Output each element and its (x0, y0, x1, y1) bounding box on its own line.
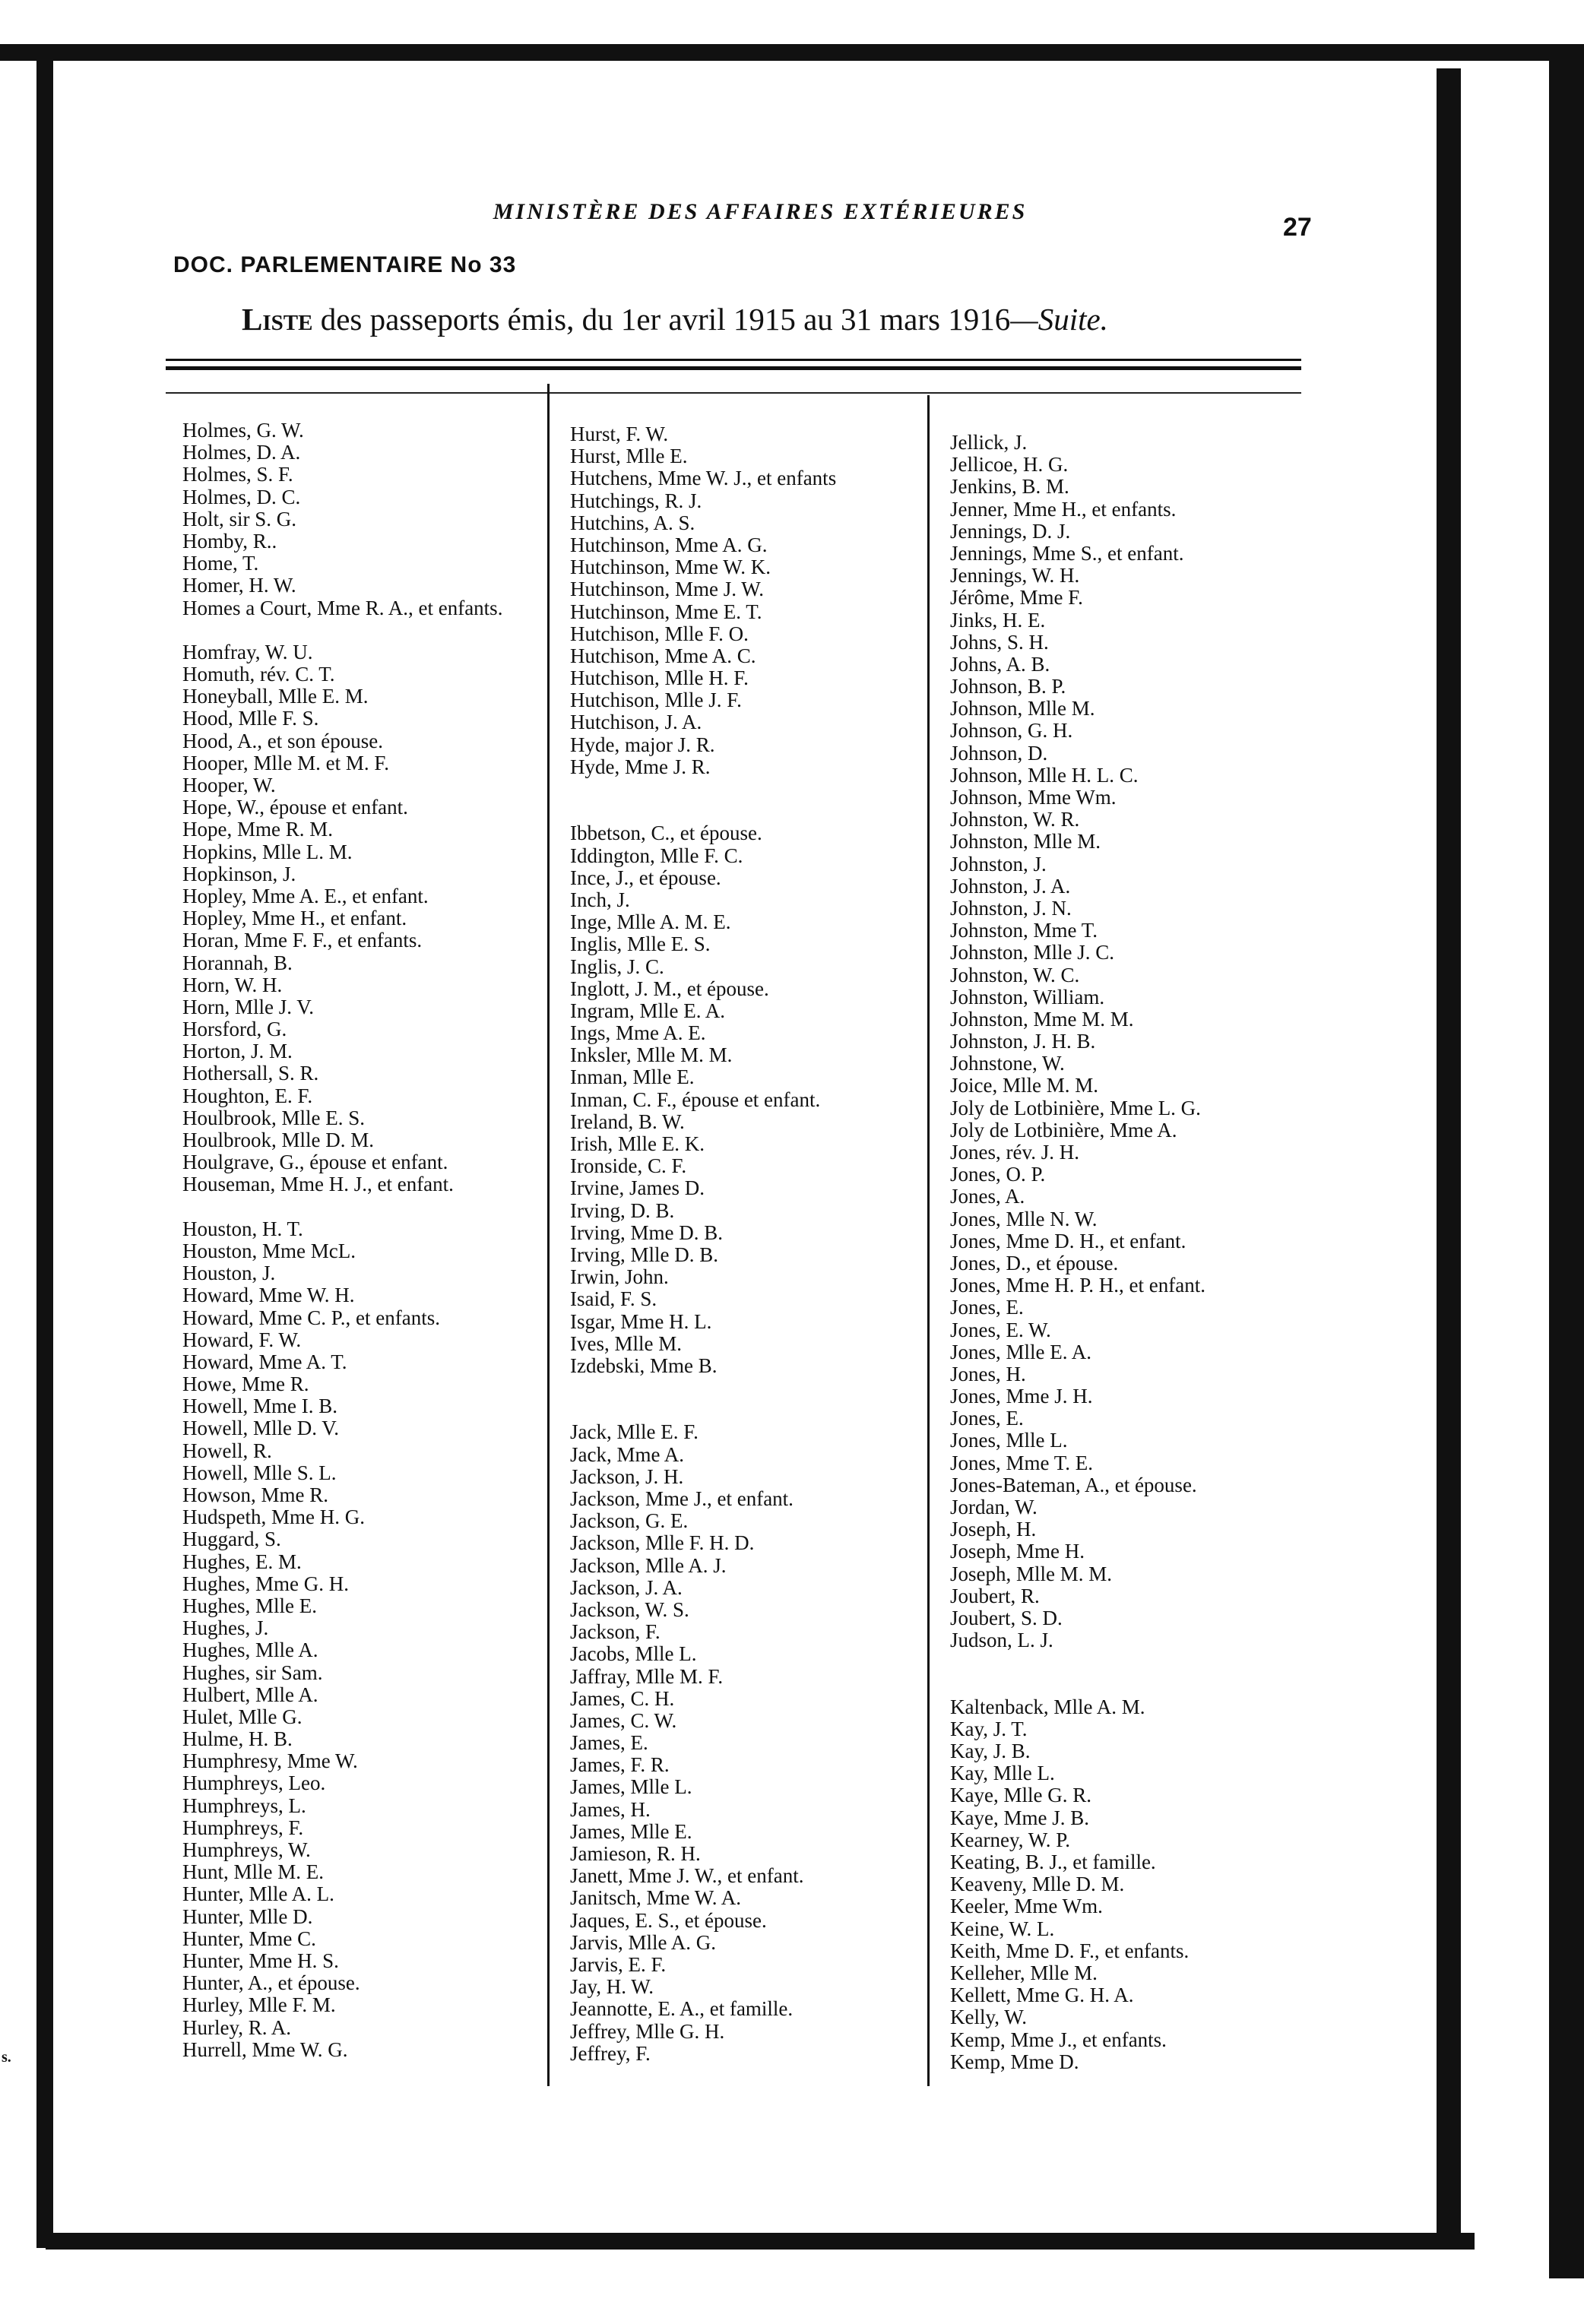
passport-entry: Joly de Lotbinière, Mme A. (950, 1118, 1177, 1141)
passport-entry: Jarvis, Mlle A. G. (570, 1930, 716, 1954)
passport-entry: Hunter, Mlle D. (182, 1904, 313, 1928)
passport-entry: Ings, Mme A. E. (570, 1021, 706, 1045)
list-title (242, 301, 1108, 337)
passport-entry: Hooper, Mlle M. et M. F. (182, 751, 389, 774)
passport-entry: Horan, Mme F. F., et enfants. (182, 929, 423, 952)
passport-entry: Jarvis, E. F. (570, 1952, 667, 1976)
passport-entry: Hunter, Mme H. S. (182, 1949, 339, 1972)
passport-entry: Joseph, Mlle M. M. (950, 1562, 1113, 1585)
passport-entry: Houghton, E. F. (182, 1084, 313, 1107)
passport-entry: Jérôme, Mme F. (950, 586, 1083, 609)
passport-entry: Hyde, major J. R. (570, 733, 715, 756)
passport-entry: Holmes, D. C. (182, 485, 301, 508)
passport-entry: Hutchison, Mme A. C. (570, 644, 756, 667)
passport-entry: Homes a Court, Mme R. A., et enfants. (182, 596, 503, 619)
scan-border-top (0, 44, 1584, 61)
passport-entry: Huggard, S. (182, 1528, 281, 1551)
passport-entry: Kay, Mlle L. (950, 1762, 1055, 1785)
passport-entry: Irvine, James D. (570, 1176, 705, 1200)
passport-entry: Hurley, R. A. (182, 2015, 291, 2039)
passport-entry: Johnston, Mme T. (950, 919, 1098, 942)
passport-entry: Inglott, J. M., et épouse. (570, 977, 769, 1000)
passport-entry: Kay, J. B. (950, 1740, 1031, 1763)
passport-entry: Jellick, J. (950, 431, 1028, 454)
passport-entry: Hopkinson, J. (182, 862, 296, 885)
passport-entry: Jellicoe, H. G. (950, 453, 1069, 477)
passport-entry: Irish, Mlle E. K. (570, 1132, 705, 1155)
passport-entry: Joseph, H. (950, 1518, 1037, 1541)
passport-entry: Howell, Mlle S. L. (182, 1461, 337, 1484)
passport-entry: Jordan, W. (950, 1496, 1038, 1518)
passport-entry: Jackson, G. E. (570, 1509, 689, 1533)
passport-entry: Hopkins, Mlle L. M. (182, 840, 353, 863)
passport-entry: Joseph, Mme H. (950, 1540, 1085, 1563)
passport-entry: Ironside, C. F. (570, 1154, 687, 1178)
passport-entry: Hutchings, R. J. (570, 489, 702, 512)
section-gap (570, 1377, 927, 1399)
passport-entry: Hunter, Mlle A. L. (182, 1882, 334, 1906)
name-column-2 (570, 423, 927, 2065)
passport-entry: Kelleher, Mlle M. (950, 1961, 1098, 1984)
passport-entry: Jeannotte, E. A., et famille. (570, 1997, 794, 2021)
passport-entry: Jay, H. W. (570, 1975, 654, 1999)
passport-entry: Houston, Mme McL. (182, 1239, 356, 1262)
passport-entry: Howard, Mme W. H. (182, 1284, 355, 1307)
passport-entry: Kaye, Mme J. B. (950, 1806, 1089, 1829)
passport-entry: Hughes, E. M. (182, 1550, 302, 1573)
stray-mark: s. (2, 2049, 11, 2066)
passport-entry: Hutchinson, Mme E. T. (570, 600, 762, 623)
passport-entry: Jack, Mme A. (570, 1442, 684, 1466)
passport-entry: Jones, O. P. (950, 1163, 1046, 1186)
passport-entry: Jones-Bateman, A., et épouse. (950, 1473, 1197, 1496)
passport-entry: Hughes, Mlle A. (182, 1639, 318, 1662)
passport-entry: Hurrell, Mme W. G. (182, 2037, 348, 2061)
passport-entry: Ingram, Mlle E. A. (570, 999, 725, 1022)
passport-entry: Howard, Mme C. P., et enfants. (182, 1306, 440, 1329)
passport-entry: Jackson, J. H. (570, 1464, 684, 1488)
passport-entry: Johnston, J. A. (950, 874, 1071, 898)
passport-entry: Hunter, A., et épouse. (182, 1971, 360, 1995)
passport-entry: Jones, A. (950, 1185, 1025, 1208)
passport-entry: Jackson, W. S. (570, 1597, 689, 1621)
list-title-body: des passeports émis, du 1er avril 1915 au 31 mars 1916 (312, 302, 1011, 337)
passport-entry: Johns, S. H. (950, 630, 1049, 654)
passport-entry: Inman, C. F., épouse et enfant. (570, 1088, 821, 1111)
passport-entry: Hood, Mlle F. S. (182, 707, 319, 730)
section-gap (950, 1674, 1300, 1696)
passport-entry: Keating, B. J., et famille. (950, 1851, 1156, 1873)
passport-entry: Hooper, W. (182, 774, 276, 797)
column-divider (927, 395, 930, 2086)
passport-entry: Johnston, J. (950, 852, 1047, 875)
passport-entry: Houston, H. T. (182, 1217, 303, 1240)
passport-entry: Hutchison, Mlle H. F. (570, 666, 749, 690)
passport-entry: Jones, E. (950, 1407, 1024, 1430)
passport-entry: Jacobs, Mlle L. (570, 1642, 697, 1666)
passport-entry: Joubert, R. (950, 1584, 1040, 1607)
passport-entry: Hope, Mme R. M. (182, 818, 333, 841)
title-rule-thick (166, 366, 1301, 370)
passport-entry: Johns, A. B. (950, 652, 1050, 676)
passport-entry: Jack, Mlle E. F. (570, 1420, 699, 1444)
passport-entry: Homby, R.. (182, 529, 277, 553)
passport-entry: Isgar, Mme H. L. (570, 1309, 712, 1333)
passport-entry: Jackson, Mme J., et enfant. (570, 1487, 794, 1510)
passport-entry: Horn, W. H. (182, 973, 283, 996)
passport-entry: Inch, J. (570, 888, 630, 911)
section-gap (570, 800, 927, 822)
passport-entry: Johnson, G. H. (950, 719, 1073, 742)
passport-entry: Hulbert, Mlle A. (182, 1683, 318, 1706)
passport-entry: Hurst, Mlle E. (570, 445, 688, 468)
passport-entry: Inge, Mlle A. M. E. (570, 910, 731, 934)
page-number: 27 (1283, 213, 1312, 242)
passport-entry: Hopley, Mme H., et enfant. (182, 907, 407, 930)
passport-entry: Iddington, Mlle F. C. (570, 844, 743, 867)
passport-entry: Hopley, Mme A. E., et enfant. (182, 884, 429, 907)
passport-entry: Kemp, Mme J., et enfants. (950, 2028, 1167, 2051)
list-title-lead: Liste (242, 302, 313, 337)
passport-entry: Howell, Mme I. B. (182, 1395, 337, 1418)
passport-entry: Judson, L. J. (950, 1629, 1053, 1652)
passport-entry: Ireland, B. W. (570, 1110, 685, 1133)
passport-entry: Jackson, J. A. (570, 1575, 683, 1599)
passport-entry: Howard, F. W. (182, 1328, 302, 1351)
passport-entry: Houston, J. (182, 1262, 276, 1285)
passport-entry: Kearney, W. P. (950, 1828, 1070, 1851)
passport-entry: Hutchison, Mlle F. O. (570, 622, 749, 645)
passport-entry: Johnson, B. P. (950, 675, 1066, 698)
passport-entry: Hudspeth, Mme H. G. (182, 1506, 365, 1529)
passport-entry: Horn, Mlle J. V. (182, 995, 315, 1018)
passport-entry: Jackson, F. (570, 1620, 661, 1644)
passport-entry: James, F. R. (570, 1753, 670, 1777)
running-head: MINISTÈRE DES AFFAIRES EXTÉRIEURES (493, 199, 1028, 224)
passport-entry: Jones, Mme H. P. H., et enfant. (950, 1274, 1205, 1297)
passport-entry: Janett, Mme J. W., et enfant. (570, 1864, 804, 1888)
passport-entry: Hutchinson, Mme W. K. (570, 556, 771, 579)
passport-entry: Johnston, W. C. (950, 963, 1080, 986)
passport-entry: Ince, J., et épouse. (570, 866, 721, 889)
passport-entry: Hunt, Mlle M. E. (182, 1860, 324, 1884)
passport-entry: Hughes, Mlle E. (182, 1594, 317, 1617)
passport-entry: Inglis, J. C. (570, 955, 664, 978)
passport-entry: Hutchens, Mme W. J., et enfants (570, 467, 837, 490)
passport-entry: Jones, Mme T. E. (950, 1451, 1093, 1474)
passport-entry: Irving, D. B. (570, 1198, 675, 1222)
passport-entry: Hunter, Mme C. (182, 1927, 316, 1950)
passport-entry: Izdebski, Mme B. (570, 1354, 718, 1377)
passport-entry: Houlgrave, G., épouse et enfant. (182, 1151, 448, 1174)
passport-entry: Johnson, Mlle M. (950, 697, 1095, 720)
name-column-3 (950, 432, 1300, 2073)
passport-entry: Holmes, G. W. (182, 419, 304, 442)
passport-entry: Horannah, B. (182, 951, 293, 974)
passport-entry: Jenner, Mme H., et enfants. (950, 497, 1177, 521)
passport-entry: Jones, Mlle E. A. (950, 1340, 1091, 1363)
passport-entry: Johnson, D. (950, 741, 1048, 765)
passport-entry: Inman, Mlle E. (570, 1065, 695, 1089)
passport-entry: Hughes, sir Sam. (182, 1661, 323, 1684)
passport-entry: Johnston, J. N. (950, 896, 1072, 920)
passport-entry: Johnstone, W. (950, 1052, 1065, 1075)
passport-entry: Jeffrey, Mlle G. H. (570, 2019, 725, 2043)
passport-entry: Keaveny, Mlle D. M. (950, 1873, 1125, 1896)
passport-entry: Holt, sir S. G. (182, 507, 297, 530)
passport-entry: Johnston, J. H. B. (950, 1030, 1096, 1053)
passport-entry: Hood, A., et son épouse. (182, 729, 383, 752)
title-rule (166, 359, 1301, 361)
passport-entry: Johnston, William. (950, 985, 1105, 1008)
passport-entry: Jennings, Mme S., et enfant. (950, 541, 1184, 565)
passport-entry: Keith, Mme D. F., et enfants. (950, 1939, 1190, 1962)
passport-entry: Jennings, W. H. (950, 564, 1080, 587)
passport-entry: Houlbrook, Mlle D. M. (182, 1129, 374, 1152)
passport-entry: Hutchison, J. A. (570, 711, 702, 734)
passport-entry: Hutchinson, Mme A. G. (570, 533, 768, 556)
passport-entry: Jamieson, R. H. (570, 1842, 701, 1865)
passport-entry: Inksler, Mlle M. M. (570, 1043, 733, 1067)
passport-entry: Jinks, H. E. (950, 608, 1046, 632)
passport-entry: Kaye, Mlle G. R. (950, 1784, 1091, 1807)
passport-entry: Kemp, Mme D. (950, 2050, 1079, 2073)
passport-entry: Howell, R. (182, 1439, 272, 1462)
passport-entry: Johnston, W. R. (950, 808, 1080, 831)
passport-entry: James, C. H. (570, 1686, 675, 1710)
passport-entry: Humphreys, W. (182, 1838, 311, 1862)
passport-entry: James, E. (570, 1731, 648, 1755)
passport-entry: Inglis, Mlle E. S. (570, 932, 711, 956)
passport-entry: Houseman, Mme H. J., et enfant. (182, 1173, 454, 1196)
passport-entry: Irving, Mme D. B. (570, 1221, 723, 1244)
scan-border-right (1437, 68, 1461, 2242)
passport-entry: Jones, Mlle L. (950, 1429, 1068, 1452)
passport-entry: Home, T. (182, 552, 259, 575)
passport-entry: Humphreys, L. (182, 1794, 306, 1817)
passport-entry: Jones, Mme J. H. (950, 1385, 1093, 1408)
passport-entry: Jones, E. (950, 1296, 1024, 1319)
passport-entry: Howson, Mme R. (182, 1483, 329, 1507)
passport-entry: Holmes, D. A. (182, 441, 301, 464)
scan-border-left (36, 44, 53, 2248)
passport-entry: Hutchins, A. S. (570, 511, 695, 534)
passport-entry: Houlbrook, Mlle E. S. (182, 1106, 365, 1129)
passport-entry: Johnston, Mme M. M. (950, 1007, 1134, 1031)
passport-entry: Janitsch, Mme W. A. (570, 1886, 742, 1910)
section-gap (570, 778, 927, 800)
title-rule-thin (166, 392, 1301, 394)
passport-entry: Joubert, S. D. (950, 1606, 1063, 1629)
passport-entry: Kelly, W. (950, 2006, 1027, 2029)
passport-entry: Jones, rév. J. H. (950, 1141, 1079, 1164)
passport-entry: Ibbetson, C., et épouse. (570, 822, 762, 845)
list-title-suite: —Suite. (1010, 302, 1108, 337)
passport-entry: Jones, Mlle N. W. (950, 1207, 1098, 1230)
passport-entry: Homer, H. W. (182, 574, 296, 597)
passport-entry: Howe, Mme R. (182, 1373, 309, 1396)
passport-entry: Irwin, John. (570, 1265, 669, 1289)
passport-entry: Kaltenback, Mlle A. M. (950, 1695, 1145, 1718)
passport-entry: James, Mlle L. (570, 1775, 692, 1799)
passport-entry: James, C. W. (570, 1708, 677, 1732)
passport-entry: Homfray, W. U. (182, 640, 313, 663)
passport-entry: Horton, J. M. (182, 1040, 293, 1063)
passport-entry: Jones, D., et épouse. (950, 1251, 1119, 1274)
passport-entry: Kay, J. T. (950, 1717, 1028, 1740)
column-divider (547, 384, 550, 2086)
passport-entry: Johnston, Mlle M. (950, 830, 1101, 853)
passport-entry: Hothersall, S. R. (182, 1062, 319, 1085)
passport-entry: Hope, W., épouse et enfant. (182, 796, 408, 819)
passport-entry: Jones, H. (950, 1362, 1026, 1385)
passport-entry: Hyde, Mme J. R. (570, 755, 711, 778)
passport-entry: Johnson, Mlle H. L. C. (950, 763, 1139, 787)
passport-entry: Jennings, D. J. (950, 519, 1071, 543)
passport-entry: Jenkins, B. M. (950, 475, 1069, 499)
passport-entry: Horsford, G. (182, 1018, 287, 1041)
passport-entry: Hughes, Mme G. H. (182, 1572, 349, 1595)
passport-entry: Homuth, rév. C. T. (182, 663, 335, 686)
passport-entry: Jones, Mme D. H., et enfant. (950, 1229, 1186, 1252)
passport-entry: Humphresy, Mme W. (182, 1749, 358, 1773)
name-column-1 (182, 420, 543, 2061)
passport-entry: Jaques, E. S., et épouse. (570, 1908, 767, 1932)
passport-entry: James, Mlle E. (570, 1819, 692, 1843)
passport-entry: Keine, W. L. (950, 1917, 1055, 1940)
passport-entry: Humphreys, F. (182, 1816, 304, 1839)
passport-entry: Ives, Mlle M. (570, 1331, 682, 1355)
passport-entry: Hulme, H. B. (182, 1727, 293, 1751)
passport-entry: Hulet, Mlle G. (182, 1705, 303, 1728)
passport-entry: Hurst, F. W. (570, 423, 669, 445)
passport-entry: Hurley, Mlle F. M. (182, 1993, 336, 2017)
scan-edge-right (1549, 44, 1584, 2278)
passport-entry: Hutchinson, Mme J. W. (570, 578, 765, 601)
passport-entry: Jeffrey, F. (570, 2041, 651, 2065)
passport-entry: Holmes, S. F. (182, 463, 293, 486)
passport-entry: Johnston, Mlle J. C. (950, 941, 1115, 964)
passport-entry: Humphreys, Leo. (182, 1771, 326, 1795)
section-gap (570, 1399, 927, 1421)
scan-border-bottom (46, 2233, 1475, 2250)
passport-entry: Honeyball, Mlle E. M. (182, 685, 369, 708)
passport-entry: Joly de Lotbinière, Mme L. G. (950, 1096, 1201, 1119)
passport-entry: Howard, Mme A. T. (182, 1350, 347, 1373)
passport-entry: Hughes, J. (182, 1616, 269, 1640)
passport-entry: Hutchison, Mlle J. F. (570, 689, 742, 712)
passport-entry: Isaid, F. S. (570, 1287, 657, 1311)
passport-entry: Joice, Mlle M. M. (950, 1074, 1098, 1097)
passport-entry: Jackson, Mlle A. J. (570, 1553, 727, 1577)
passport-entry: Irving, Mlle D. B. (570, 1243, 718, 1266)
passport-entry: Jones, E. W. (950, 1318, 1051, 1341)
passport-entry: Johnson, Mme Wm. (950, 786, 1117, 809)
passport-entry: Kellett, Mme G. H. A. (950, 1984, 1134, 2007)
document-label: DOC. PARLEMENTAIRE No 33 (173, 252, 517, 277)
passport-entry: Keeler, Mme Wm. (950, 1895, 1103, 1918)
passport-entry: Jaffray, Mlle M. F. (570, 1664, 724, 1688)
section-gap (950, 1651, 1300, 1673)
passport-entry: James, H. (570, 1797, 651, 1821)
passport-entry: Howell, Mlle D. V. (182, 1417, 340, 1440)
passport-entry: Jackson, Mlle F. H. D. (570, 1531, 755, 1555)
